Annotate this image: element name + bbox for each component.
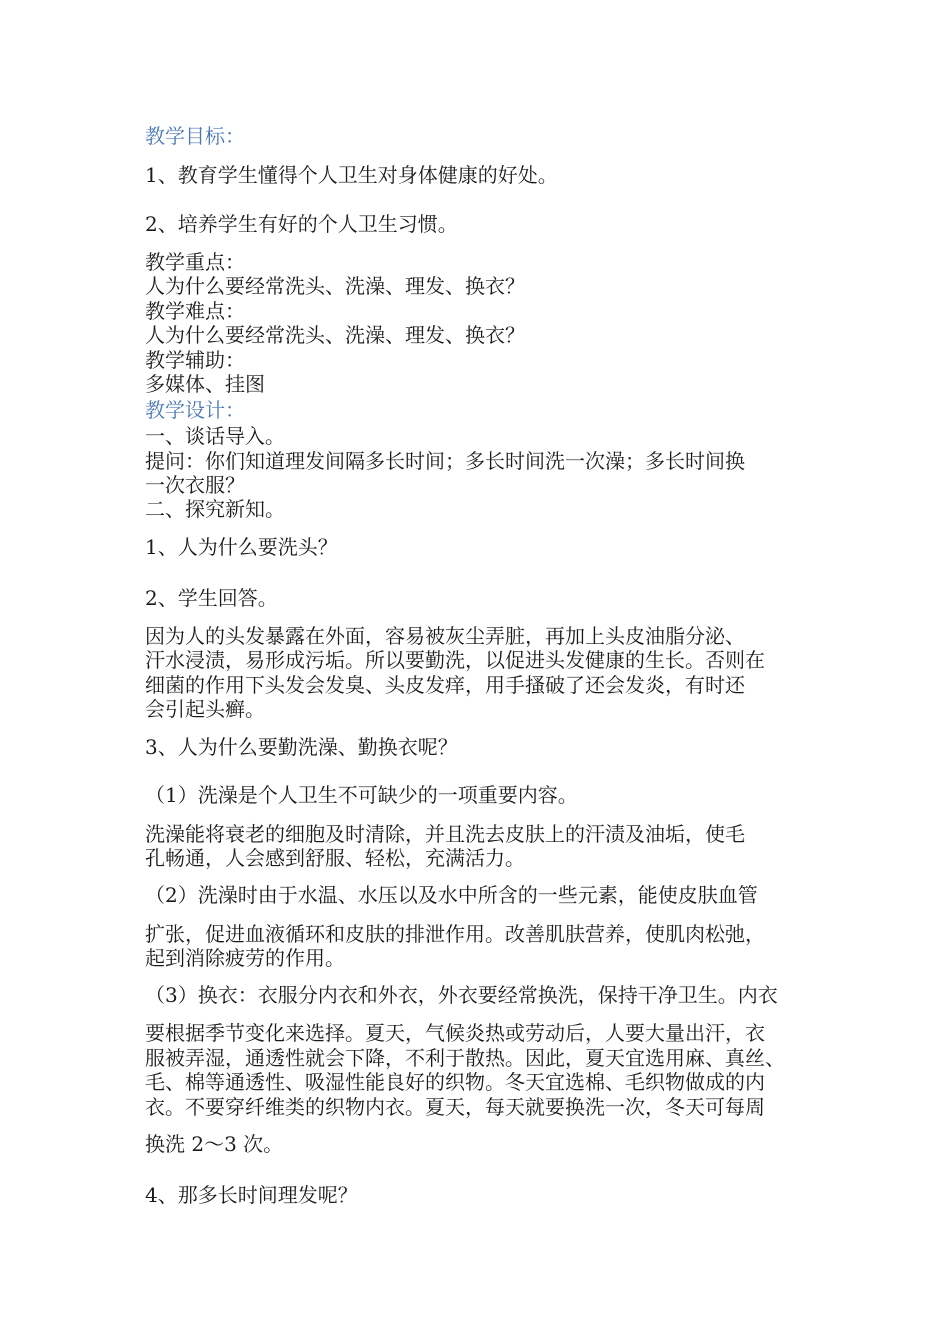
answer-line: 因为人的头发暴露在外面，容易被灰尘弄脏，再加上头皮油脂分泌、 xyxy=(145,624,745,648)
answer-line: 会引起头癣。 xyxy=(145,697,265,721)
step-2-title: 二、探究新知。 xyxy=(145,497,285,521)
answer-line: 汗水浸渍，易形成污垢。所以要勤洗，以促进头发健康的生长。否则在 xyxy=(145,648,765,672)
difficulty-text: 人为什么要经常洗头、洗澡、理发、换衣？ xyxy=(145,323,525,347)
bath-line: 洗澡能将衰老的细胞及时清除，并且洗去皮肤上的汗渍及油垢，使毛 xyxy=(145,822,745,846)
teaching-aids-heading: 教学辅助： xyxy=(145,348,245,372)
question-1: 1、人为什么要洗头？ xyxy=(145,535,338,559)
key-point-heading: 教学重点： xyxy=(145,250,245,274)
question-4: 4、那多长时间理发呢？ xyxy=(145,1183,358,1207)
point-1: （1）洗澡是个人卫生不可缺少的一项重要内容。 xyxy=(145,783,578,807)
teaching-design-heading: 教学设计： xyxy=(145,398,245,422)
question-2: 2、学生回答。 xyxy=(145,586,278,610)
question-3: 3、人为什么要勤洗澡、勤换衣呢？ xyxy=(145,735,458,759)
point-3-line: 衣。不要穿纤维类的织物内衣。夏天，每天就要换洗一次，冬天可每周 xyxy=(145,1095,765,1119)
goal-item-2: 2、培养学生有好的个人卫生习惯。 xyxy=(145,212,458,236)
teaching-goal-heading: 教学目标： xyxy=(145,124,245,148)
difficulty-heading: 教学难点： xyxy=(145,299,245,323)
bath-line: 孔畅通，人会感到舒服、轻松，充满活力。 xyxy=(145,846,525,870)
point-3-line: 毛、棉等通透性、吸湿性能良好的织物。冬天宜选棉、毛织物做成的内 xyxy=(145,1070,765,1094)
point-3-line: 换洗 2～3 次。 xyxy=(145,1132,284,1156)
point-2-line: 扩张，促进血液循环和皮肤的排泄作用。改善肌肤营养，使肌肉松弛， xyxy=(145,922,765,946)
question-line: 一次衣服？ xyxy=(145,473,245,497)
point-2-line: （2）洗澡时由于水温、水压以及水中所含的一些元素，能使皮肤血管 xyxy=(145,883,758,907)
key-point-text: 人为什么要经常洗头、洗澡、理发、换衣？ xyxy=(145,274,525,298)
question-line: 提问：你们知道理发间隔多长时间；多长时间洗一次澡；多长时间换 xyxy=(145,449,745,473)
teaching-aids-text: 多媒体、挂图 xyxy=(145,372,265,396)
step-1-title: 一、谈话导入。 xyxy=(145,424,285,448)
goal-item-1: 1、教育学生懂得个人卫生对身体健康的好处。 xyxy=(145,163,558,187)
answer-line: 细菌的作用下头发会发臭、头皮发痒，用手搔破了还会发炎，有时还 xyxy=(145,673,745,697)
point-2-line: 起到消除疲劳的作用。 xyxy=(145,946,345,970)
point-3-line: 要根据季节变化来选择。夏天，气候炎热或劳动后，人要大量出汗，衣 xyxy=(145,1021,765,1045)
point-3-line: （3）换衣：衣服分内衣和外衣，外衣要经常换洗，保持干净卫生。内衣 xyxy=(145,983,778,1007)
point-3-line: 服被弄湿，通透性就会下降，不利于散热。因此，夏天宜选用麻、真丝、 xyxy=(145,1046,785,1070)
